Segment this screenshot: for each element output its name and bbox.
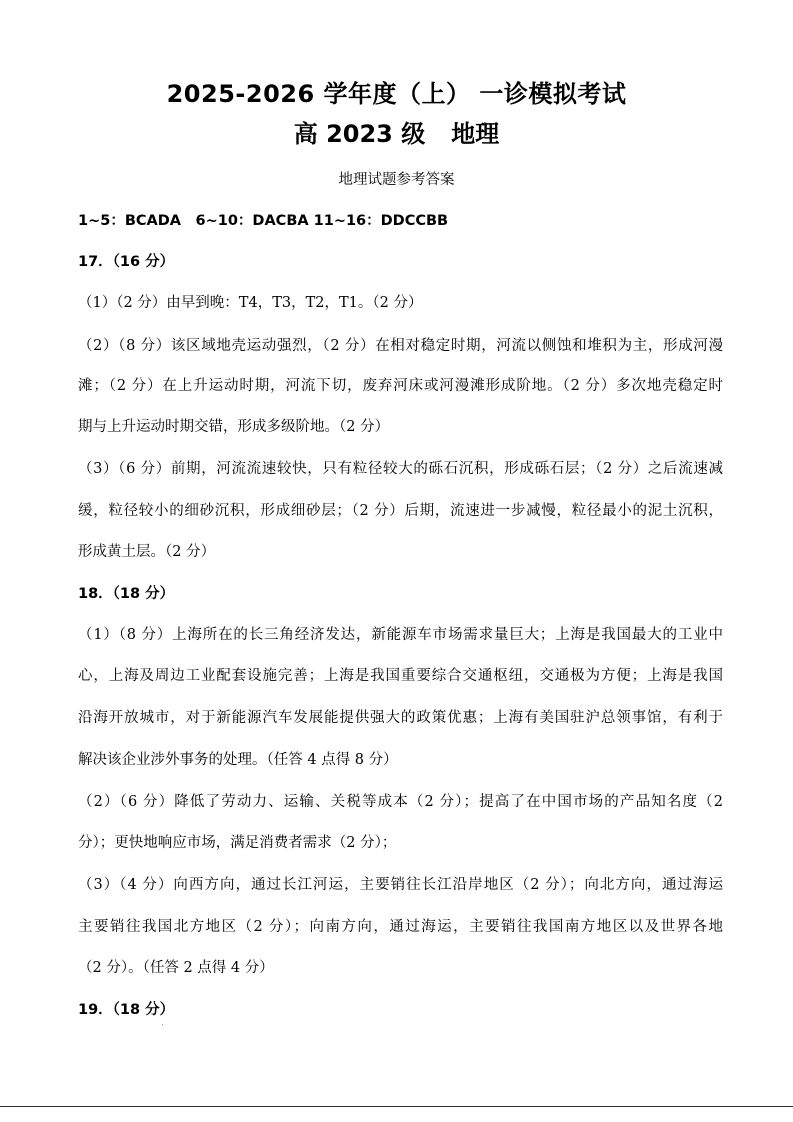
question-18-heading: 18．（18 分） [78, 586, 175, 602]
q17-part2-line1: （2）（8 分）该区域地壳运动强烈，（2 分）在相对稳定时期，河流以侧蚀和堆积为主，形成河漫 [78, 338, 723, 354]
q17-part1: （1）（2 分）由早到晚：T4，T3，T2，T1。（2 分） [78, 295, 423, 311]
subject-label: 地理 [451, 120, 500, 148]
q17-part2-line3: 期与上升运动时期交错，形成多级阶地。（2 分） [78, 419, 390, 435]
q18-part2-line1: （2）（6 分）降低了劳动力、运输、关税等成本（2 分）；提高了在中国市场的产品知名度（2 [78, 794, 723, 810]
grade-label: 高 2023 级 [293, 120, 426, 148]
page-bottom-rule [0, 1106, 793, 1107]
q17-part2-line2: 滩；（2 分）在上升运动时期，河流下切，废弃河床或河漫滩形成阶地。（2 分）多次地壳稳定时 [78, 378, 723, 394]
exam-subtitle-grade-subject [0, 114, 793, 154]
q18-part1-line1: （1）（8 分）上海所在的长三角经济发达，新能源车市场需求量巨大；上海是我国最大的工业中 [78, 627, 723, 643]
q18-part3-line1: （3）（4 分）向西方向，通过长江河运，主要销往长江沿岸地区（2 分）；向北方向，通过海运 [78, 877, 723, 893]
q17-part3-line1: （3）（6 分）前期，河流流速较快，只有粒径较大的砾石沉积，形成砾石层；（2 分）之后流速减 [78, 461, 723, 477]
q18-part3-line2: 主要销往我国北方地区（2 分）；向南方向，通过海运，主要销往我国南方地区以及世界各地 [78, 919, 723, 935]
q18-part1-line4: 解决该企业涉外事务的处理。（任答 4 点得 8 分） [78, 752, 398, 768]
q18-part2-line2: 分）；更快地响应市场，满足消费者需求（2 分）； [78, 835, 397, 851]
question-17-heading: 17．（16 分） [78, 254, 175, 270]
q18-part3-line3: （2 分）。（任答 2 点得 4 分） [78, 960, 274, 976]
answer-key-heading: 地理试题参考答案 [338, 172, 455, 188]
scan-speck [162, 1024, 163, 1025]
q17-part3-line3: 形成黄土层。（2 分） [78, 544, 216, 560]
q17-part3-line2: 缓，粒径较小的细砂沉积，形成细砂层；（2 分）后期，流速进一步减慢，粒径最小的泥土沉积， [78, 503, 723, 519]
exam-title: 2025-2026 学年度（上） 一诊模拟考试 [166, 80, 627, 108]
q18-part1-line2: 心，上海及周边工业配套设施完善；上海是我国重要综合交通枢纽，交通极为方便；上海是我国 [78, 668, 723, 684]
choice-answers: 1~5：BCADA 6~10：DACBA 11~16：DDCCBB [78, 213, 449, 229]
question-19-heading: 19．（18 分） [78, 1002, 175, 1018]
q18-part1-line3: 沿海开放城市，对于新能源汽车发展能提供强大的政策优惠；上海有美国驻沪总领事馆，有利于 [78, 710, 723, 726]
